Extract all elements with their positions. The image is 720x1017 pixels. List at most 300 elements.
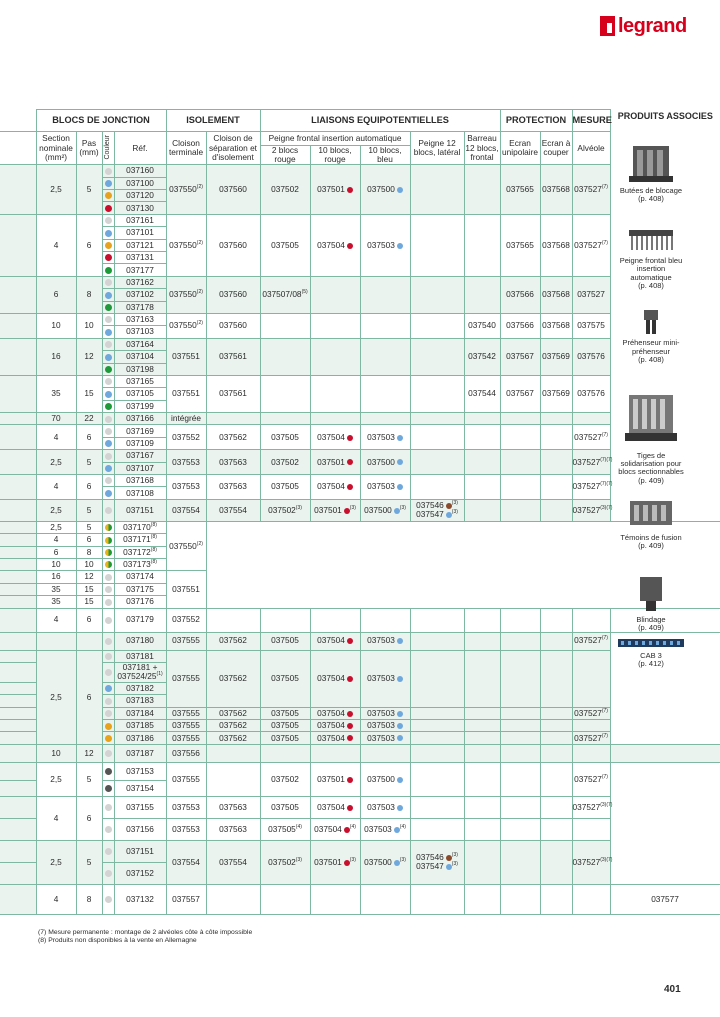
pas-cell: 5 [76, 165, 102, 215]
pas-cell: 15 [76, 583, 102, 595]
colour-cell [102, 596, 114, 608]
peigne-10r-cell: 037504 [310, 650, 360, 707]
pas-cell: 5 [76, 840, 102, 884]
section-cell: 2,5 [36, 165, 76, 215]
row-stub [0, 862, 36, 884]
peigne-10r-cell [310, 338, 360, 375]
hdr-section: Section nominale (mm²) [36, 132, 76, 165]
section-cell: 2,5 [36, 521, 76, 533]
section-cell: 2,5 [36, 650, 76, 744]
ref-cell: 037162 [114, 276, 166, 288]
peigne-10b-cell: 037500 $^{(3)}$ [360, 499, 410, 521]
colour-cell [102, 264, 114, 276]
colour-cell [102, 780, 114, 796]
ref-cell: 037164 [114, 338, 166, 350]
table-cell [500, 796, 540, 818]
side-label-4: Témoins de fusion [620, 533, 682, 543]
colour-cell [102, 326, 114, 338]
peigne-2-cell [260, 338, 310, 375]
row-stub [0, 425, 36, 450]
colour-grey-icon [105, 826, 112, 833]
colour-orange-icon [105, 735, 112, 742]
row-stub [0, 796, 36, 818]
side-item-tiges[interactable] [616, 385, 686, 486]
colour-grey-icon [105, 279, 112, 286]
peigne-10r-cell: 037504 [310, 425, 360, 450]
table-cell [572, 608, 610, 632]
cloison-separation-cell: 037554 [206, 840, 260, 884]
row-stub [0, 840, 36, 862]
barreau-cell: 037540 [464, 313, 500, 338]
cloison-terminale-cell: 037553 [166, 450, 206, 475]
table-cell [540, 475, 572, 500]
peigne-10b-cell [360, 413, 410, 425]
cab3-icon [618, 637, 684, 649]
pas-cell: 5 [76, 499, 102, 521]
table-cell [464, 707, 500, 719]
row-stub [0, 413, 36, 425]
peigne-10b-cell: 037500 $^{(3)}$ [360, 840, 410, 884]
row-stub [0, 313, 36, 338]
pas-cell: 12 [76, 338, 102, 375]
red-dot-icon [347, 187, 353, 193]
colour-grey-icon [105, 477, 112, 484]
colour-red-icon [105, 205, 112, 212]
peigne-10b-cell: 037503 [360, 650, 410, 707]
ref-cell: 037184 [114, 707, 166, 719]
pas-cell: 12 [76, 744, 102, 762]
hdr-10-blocs-rouge: 10 blocs, rouge [310, 146, 360, 165]
cloison-terminale-cell: 037555 [166, 650, 206, 707]
side-label-1: Peigne frontal bleu insertion automatique [619, 255, 683, 282]
cloison-separation-cell: 037562 [206, 632, 260, 650]
ref-cell: 037177 [114, 264, 166, 276]
pas-cell: 8 [76, 546, 102, 558]
colour-cell [102, 534, 114, 546]
section-cell: 35 [36, 583, 76, 595]
ref-cell: 037181 [114, 650, 166, 662]
alveole-cell [572, 720, 610, 732]
peigne-10r-cell: 037501 $^{(3)}$ [310, 840, 360, 884]
colour-cell [102, 351, 114, 363]
table-cell [36, 632, 76, 650]
ref-cell: 037170$^{(8)}$ [114, 521, 166, 533]
alveole-cell [572, 413, 610, 425]
ecran-couper-cell [540, 413, 572, 425]
side-item-peigne[interactable] [616, 226, 686, 291]
colour-half-icon [105, 537, 112, 544]
prehenseur-icon [636, 308, 666, 336]
side-item-blindage[interactable] [616, 573, 686, 633]
ecran-uni-cell: 037565 [500, 214, 540, 276]
peigne-2-cell: 037505$^{(4)}$ [260, 818, 310, 840]
cloison-terminale-cell: 037551 [166, 338, 206, 375]
cloison-separation-cell: 037562 [206, 732, 260, 744]
table-cell [464, 818, 500, 840]
cloison-terminale-cell: 037555 [166, 762, 206, 796]
alveole-cell: $037527^{(7)(7)}$ [572, 450, 610, 475]
hdr-couleur: Couleur [102, 132, 114, 165]
tiges-icon [621, 385, 681, 449]
alveole-cell: 037527$^{(7)}$ [572, 632, 610, 650]
peigne-2-cell: 037505 [260, 650, 310, 707]
barreau-cell [464, 276, 500, 313]
colour-cell [102, 313, 114, 325]
ecran-uni-cell: 037567 [500, 338, 540, 375]
alveole-cell: 037576 [572, 375, 610, 412]
table-cell [206, 762, 260, 796]
table-cell [572, 884, 610, 914]
colour-blue-icon [105, 230, 112, 237]
hdr-cloison-terminale: Cloison terminale [166, 132, 206, 165]
ref-cell: 037130 [114, 202, 166, 214]
peigne-2-cell: 037505 [260, 720, 310, 732]
colour-grey-icon [105, 848, 112, 855]
colour-cell [102, 202, 114, 214]
side-item-butees[interactable] [616, 140, 686, 204]
colour-blue-icon [105, 490, 112, 497]
peigne-10b-cell: 037503 [360, 475, 410, 500]
cloison-separation-cell: 037562 [206, 425, 260, 450]
row-stub [0, 662, 36, 682]
row-stub [0, 650, 36, 662]
table-cell [410, 632, 464, 650]
colour-cell [102, 450, 114, 462]
pas-cell: 6 [76, 650, 102, 744]
ref-cell: 037169 [114, 425, 166, 437]
table-cell [500, 732, 540, 744]
alveole-cell: 037527 [572, 276, 610, 313]
red-dot-icon [347, 638, 353, 644]
table-cell [500, 475, 540, 500]
peigne-2-cell: 037502$^{(3)}$ [260, 840, 310, 884]
hdr-pas: Pas (mm) [76, 132, 102, 165]
colour-grey-icon [105, 750, 112, 757]
table-cell [410, 475, 464, 500]
row-stub [0, 596, 36, 608]
table-cell [464, 840, 500, 884]
colour-blue-icon [105, 465, 112, 472]
peigne-10r-cell: 037504 $^{(4)}$ [310, 818, 360, 840]
table-cell [410, 608, 464, 632]
table-cell [464, 650, 500, 707]
colour-blue-icon [105, 440, 112, 447]
row-stub [0, 375, 36, 412]
row-stub [0, 338, 36, 375]
peigne-lat-cell [410, 375, 464, 412]
table-cell [500, 632, 540, 650]
row-stub [0, 583, 36, 595]
ref-cell: 037166 [114, 413, 166, 425]
alveole-cell: 037575 [572, 313, 610, 338]
row-stub [0, 165, 36, 215]
red-dot-icon [347, 711, 353, 717]
ref-cell: 037182 [114, 682, 166, 694]
cloison-separation-cell: 037563 [206, 475, 260, 500]
peigne-10r-cell: 037504 [310, 214, 360, 276]
table-cell [540, 608, 572, 632]
colour-cell [102, 165, 114, 177]
alveole-cell: $037527^{(3)(7)}$ [572, 796, 610, 818]
table-cell [572, 818, 610, 840]
ref-cell: 037185 [114, 720, 166, 732]
colour-cell [102, 375, 114, 387]
table-cell [310, 744, 360, 762]
cloison-terminale-cell: 037550$^{(2)}$ [166, 276, 206, 313]
peigne-10r-cell [310, 375, 360, 412]
cloison-separation-cell: 037560 [206, 276, 260, 313]
red-dot-icon [347, 243, 353, 249]
row-stub [0, 884, 36, 914]
side-cell [610, 695, 720, 707]
blindage-icon [634, 573, 668, 613]
side-cell [610, 720, 720, 732]
cloison-terminale-cell: 037552 [166, 608, 206, 632]
side-cell [610, 818, 720, 840]
colour-grey-icon [105, 653, 112, 660]
table-cell [540, 796, 572, 818]
colour-darkgrey-icon [105, 768, 112, 775]
alveole-cell: $037527^{(3)(7)}$ [572, 499, 610, 521]
colour-green-icon [105, 267, 112, 274]
barreau-cell: 037542 [464, 338, 500, 375]
cloison-terminale-cell: 037556 [166, 744, 206, 762]
colour-cell [102, 251, 114, 263]
section-cell: 16 [36, 571, 76, 583]
colour-half-icon [105, 561, 112, 568]
colour-grey-icon [105, 698, 112, 705]
ref-cell: 037156 [114, 818, 166, 840]
colour-cell [102, 720, 114, 732]
legrand-logo [600, 14, 687, 38]
colour-grey-icon [105, 416, 112, 423]
peigne-2-cell: 037505 [260, 425, 310, 450]
ecran-couper-cell: 037569 [540, 375, 572, 412]
colour-blue-icon [105, 685, 112, 692]
pas-cell: 6 [76, 425, 102, 450]
alveole-cell: 037576 [572, 338, 610, 375]
peigne-10b-cell: 037503 [360, 632, 410, 650]
alveole-cell: 037527$^{(7)}$ [572, 732, 610, 744]
cloison-terminale-cell: 037552 [166, 425, 206, 450]
alveole-cell: 037527$^{(7)}$ [572, 165, 610, 215]
ref-cell: 037121 [114, 239, 166, 251]
table-cell [572, 744, 610, 762]
colour-cell [102, 583, 114, 595]
side-item-prehenseur[interactable] [616, 308, 686, 364]
side-item-temoins[interactable] [616, 497, 686, 551]
ref-cell: 037104 [114, 351, 166, 363]
colour-cell [102, 475, 114, 487]
side-cell [610, 762, 720, 780]
colour-cell [102, 632, 114, 650]
peigne-10r-cell: 037504 [310, 720, 360, 732]
ref-cell: 037165 [114, 375, 166, 387]
peigne-2-cell: 037505 [260, 214, 310, 276]
colour-green-icon [105, 304, 112, 311]
table-cell [540, 840, 572, 884]
side-page-4: (p. 409) [638, 541, 664, 551]
side-cell [610, 780, 720, 796]
side-label-5: Blindage [636, 614, 666, 624]
pas-cell: 10 [76, 313, 102, 338]
cloison-separation-cell: 037563 [206, 450, 260, 475]
colour-cell [102, 437, 114, 449]
table-cell [500, 425, 540, 450]
hdr-alveole: Alvéole [572, 132, 610, 165]
table-cell [410, 884, 464, 914]
peigne-10b-cell [360, 338, 410, 375]
table-cell [540, 707, 572, 719]
section-cell: 35 [36, 596, 76, 608]
colour-blue-icon [105, 354, 112, 361]
table-cell [540, 744, 572, 762]
table-cell [464, 499, 500, 521]
red-dot-icon [347, 723, 353, 729]
peigne-10r-cell: 037504 [310, 707, 360, 719]
peigne-lat-cell [410, 313, 464, 338]
cloison-separation-cell: 037560 [206, 165, 260, 215]
colour-grey-icon [105, 896, 112, 903]
hdr-protection: PROTECTION [500, 110, 572, 132]
peigne-10b-cell: 037503 $^{(4)}$ [360, 818, 410, 840]
page-number: 401 [664, 984, 681, 995]
colour-red-icon [105, 254, 112, 261]
peigne-lat-cell: 037546 $^{(3)}$ 037547 $^{(3)}$ [410, 499, 464, 521]
cloison-terminale-cell: 037550$^{(2)}$ [166, 521, 206, 571]
colour-cell [102, 762, 114, 780]
colour-half-icon [105, 524, 112, 531]
hdr-ref: Réf. [114, 132, 166, 165]
colour-cell [102, 862, 114, 884]
associated-products [616, 140, 686, 674]
table-cell [540, 732, 572, 744]
side-page-0: (p. 408) [638, 194, 664, 204]
section-cell: 16 [36, 338, 76, 375]
row-stub [0, 632, 36, 650]
peigne-10r-cell: 037504 [310, 475, 360, 500]
ecran-couper-cell: 037568 [540, 313, 572, 338]
peigne-2-cell [260, 413, 310, 425]
colour-grey-icon [105, 669, 112, 676]
colour-grey-icon [105, 217, 112, 224]
colour-grey-icon [105, 599, 112, 606]
ref-cell: 037178 [114, 301, 166, 313]
table-cell [260, 744, 310, 762]
section-cell: 6 [36, 546, 76, 558]
ref-cell: 037151 [114, 840, 166, 862]
barreau-cell [464, 165, 500, 215]
side-page-3: (p. 409) [638, 475, 664, 485]
colour-cell [102, 190, 114, 202]
hdr-blocs: BLOCS DE JONCTION [36, 110, 166, 132]
side-label-2: Préhenseur mini-préhenseur [622, 338, 680, 356]
cloison-separation-cell: 037562 [206, 650, 260, 707]
colour-cell [102, 400, 114, 412]
section-cell: 10 [36, 744, 76, 762]
ref-cell: 037172$^{(8)}$ [114, 546, 166, 558]
table-cell [540, 720, 572, 732]
table-cell [410, 732, 464, 744]
ref-cell: 037161 [114, 214, 166, 226]
barreau-cell: 037544 [464, 375, 500, 412]
side-page-1: (p. 408) [638, 280, 664, 290]
colour-cell [102, 499, 114, 521]
colour-cell [102, 732, 114, 744]
peigne-lat-cell [410, 214, 464, 276]
blue-dot-icon [397, 777, 403, 783]
colour-grey-icon [105, 870, 112, 877]
side-label-6: CAB 3 [640, 650, 662, 660]
ref-cell: 037160 [114, 165, 166, 177]
ref-cell: 037103 [114, 326, 166, 338]
blue-dot-icon [397, 735, 403, 741]
ecran-uni-cell: 037566 [500, 276, 540, 313]
side-item-cab3[interactable] [616, 637, 686, 669]
row-stub [0, 762, 36, 780]
row-stub [0, 571, 36, 583]
ecran-couper-cell: 037569 [540, 338, 572, 375]
pas-cell: 12 [76, 571, 102, 583]
row-stub [0, 608, 36, 632]
side-page-5: (p. 409) [638, 623, 664, 633]
butee-icon [627, 140, 675, 184]
ref-cell: 037109 [114, 437, 166, 449]
cloison-terminale-cell: 037550$^{(2)}$ [166, 214, 206, 276]
ref-cell: 037168 [114, 475, 166, 487]
section-cell: 4 [36, 214, 76, 276]
peigne-10r-cell: 037501 [310, 762, 360, 796]
side-cell [610, 682, 720, 694]
ref-cell: 037198 [114, 363, 166, 375]
row-stub [0, 682, 36, 694]
peigne-2-cell: 037502 [260, 165, 310, 215]
table-cell [464, 632, 500, 650]
cloison-separation-cell: 037563 [206, 796, 260, 818]
table-cell [464, 475, 500, 500]
ref-cell: 037153 [114, 762, 166, 780]
cloison-separation-cell: 037562 [206, 720, 260, 732]
cloison-separation-cell: 037562 [206, 707, 260, 719]
barreau-cell [464, 214, 500, 276]
table-cell [206, 608, 260, 632]
colour-grey-icon [105, 638, 112, 645]
ecran-couper-cell: 037568 [540, 214, 572, 276]
table-cell [540, 450, 572, 475]
cloison-terminale-cell: intégrée [166, 413, 206, 425]
colour-cell [102, 818, 114, 840]
pas-cell: 5 [76, 521, 102, 533]
peigne-lat-cell [410, 413, 464, 425]
table-cell [500, 450, 540, 475]
section-cell: 4 [36, 475, 76, 500]
colour-green-icon [105, 366, 112, 373]
peigne-10b-cell: 037503 [360, 214, 410, 276]
pas-cell: 6 [76, 214, 102, 276]
table-cell [540, 499, 572, 521]
barreau-cell [464, 413, 500, 425]
row-stub [0, 695, 36, 707]
ref-cell: 037175 [114, 583, 166, 595]
ref-cell: 037155 [114, 796, 166, 818]
table-cell [360, 884, 410, 914]
peigne-10b-cell: 037500 [360, 450, 410, 475]
side-page-2: (p. 408) [638, 355, 664, 365]
ref-cell: 037173$^{(8)}$ [114, 558, 166, 570]
colour-grey-icon [105, 617, 112, 624]
colour-cell [102, 413, 114, 425]
row-stub [0, 499, 36, 521]
